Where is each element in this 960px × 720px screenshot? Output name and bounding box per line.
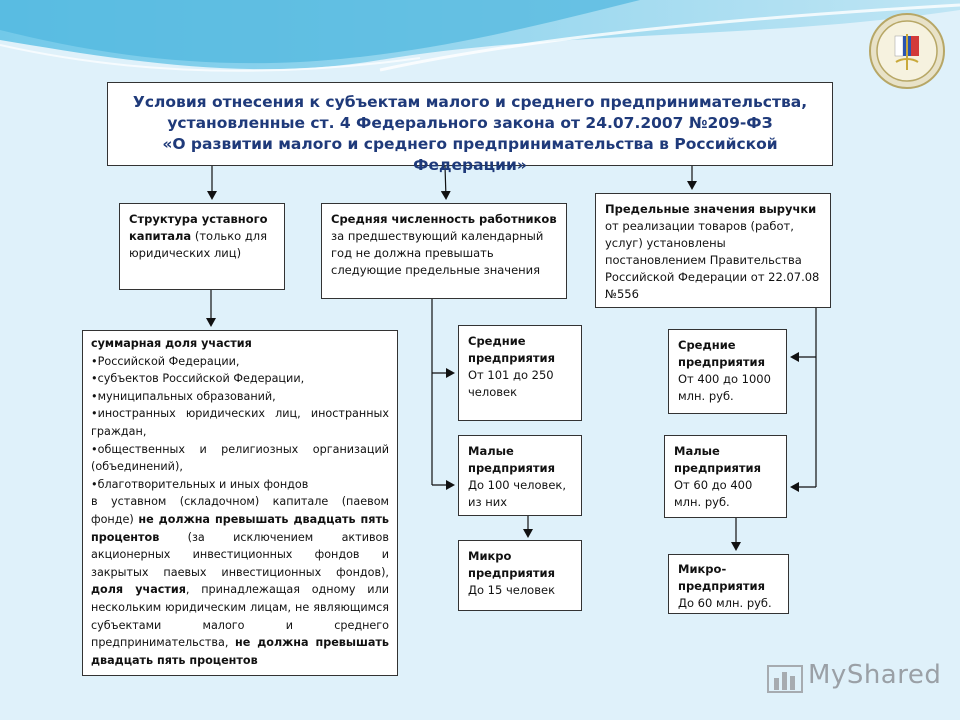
title-line-1: Условия отнесения к субъектам малого и среднего предпринимательства, <box>132 93 808 111</box>
headcount-small-value: До 100 человек, из них <box>468 478 566 509</box>
participation-heading: суммарная доля участия <box>91 337 252 350</box>
headcount-micro-box <box>458 540 582 611</box>
revenue-small-value: От 60 до 400 млн. руб. <box>674 478 753 509</box>
revenue-medium-value: От 400 до 1000 млн. руб. <box>678 372 771 403</box>
revenue-medium-box <box>668 329 787 414</box>
revenue-micro-box <box>668 554 789 614</box>
headcount-box <box>321 203 567 299</box>
bullet-item: •Российской Федерации, <box>91 354 240 368</box>
title-line-3: «О развитии малого и среднего предпринимательства в Российской Федерации» <box>162 135 778 174</box>
participation-text: в уставном (складочном) капитале (паевом фонде) <box>91 495 389 526</box>
headcount-medium-value: От 101 до 250 человек <box>468 368 554 399</box>
capital-structure-note: (только для юридических лиц) <box>129 229 268 260</box>
bullet-item: •общественных и религиозных организаций (объединений), <box>91 442 389 474</box>
capital-structure-box <box>119 203 285 290</box>
revenue-small-title: Малые предприятия <box>674 444 761 475</box>
participation-text: (за исключением активов акционерных инвестиционных фондов и закрытых паевых инвестиционных фондов), <box>91 530 389 579</box>
headcount-small-title: Малые предприятия <box>468 444 555 475</box>
revenue-medium-title: Средние предприятия <box>678 338 765 369</box>
title-box <box>107 82 833 174</box>
watermark-text: MyShared <box>808 660 942 690</box>
participation-share-term: доля участия <box>91 583 186 597</box>
headcount-micro-value: До 15 человек <box>468 583 556 597</box>
headcount-medium-box <box>458 325 582 421</box>
revenue-box <box>595 193 831 308</box>
title-line-2: установленные ст. 4 Федерального закона от 24.07.2007 №209-ФЗ <box>167 114 773 132</box>
bullet-item: •благотворительных и иных фондов <box>91 477 309 491</box>
capital-structure-title: Структура уставного капитала <box>129 212 268 243</box>
bullet-item: •муниципальных образований, <box>91 389 276 403</box>
headcount-micro-title: Микро предприятия <box>468 549 555 580</box>
revenue-micro-title: Микро-предприятия <box>678 562 765 593</box>
participation-text: , принадлежащая одному или нескольким юридическим лицам, не являющимся субъектами малого и среднего предпринимательства, <box>91 583 389 650</box>
revenue-title: Предельные значения выручки <box>605 202 817 216</box>
bullet-item: •субъектов Российской Федерации, <box>91 372 305 386</box>
revenue-small-box <box>664 435 787 518</box>
participation-limit: не должна превышать двадцать пять процентов <box>91 512 390 544</box>
headcount-title: Средняя численность работников <box>331 212 557 226</box>
participation-share-box <box>82 330 398 676</box>
bullet-item: •иностранных юридических лиц, иностранных граждан, <box>91 407 389 438</box>
headcount-note: за предшествующий календарный год не должна превышать следующие предельные значения <box>331 229 544 277</box>
revenue-micro-value: До 60 млн. руб. <box>678 596 772 610</box>
headcount-medium-title: Средние предприятия <box>468 334 555 365</box>
headcount-small-box <box>458 435 582 516</box>
revenue-note: от реализации товаров (работ, услуг) установлены постановлением Правительства Российской Федерации от 22.07.08 №556 <box>605 219 820 301</box>
participation-limit: не должна превышать двадцать пять процентов <box>91 636 389 667</box>
